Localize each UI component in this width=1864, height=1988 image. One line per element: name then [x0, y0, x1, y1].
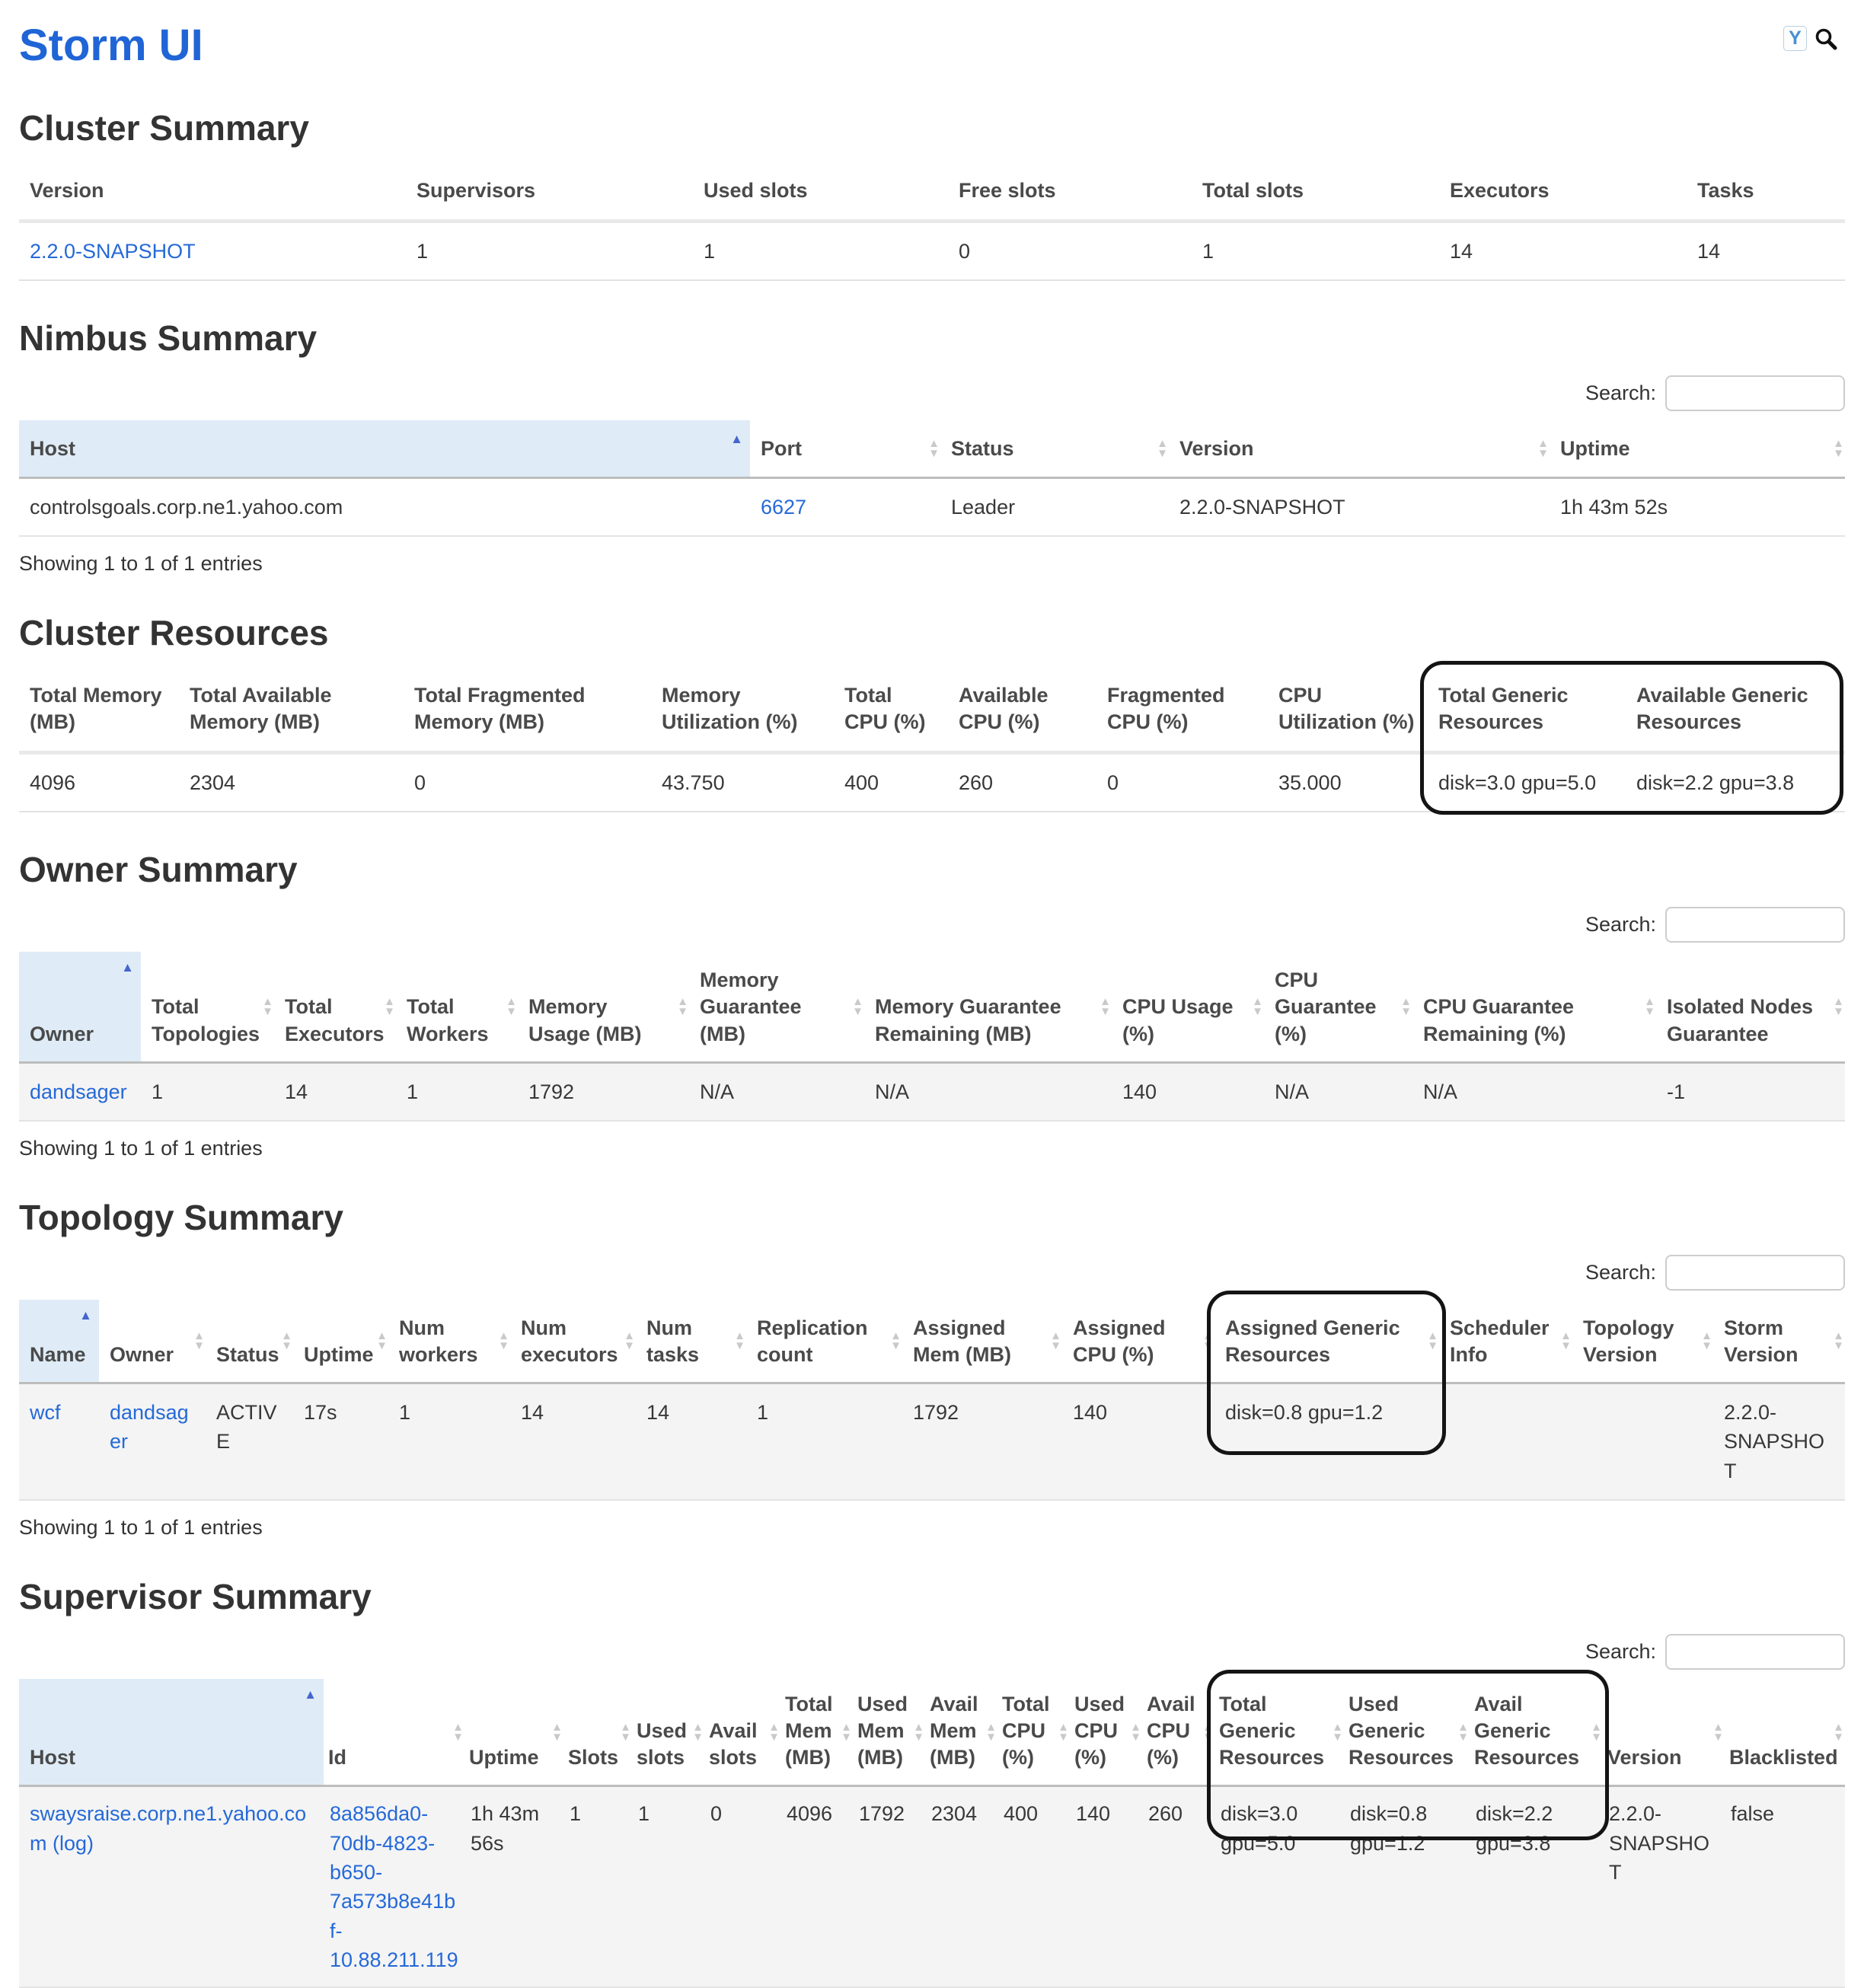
assigned-generic-resources-value: disk=0.8 gpu=1.2 — [1214, 1383, 1439, 1500]
available-cpu-value: 260 — [948, 753, 1096, 812]
col-uptime[interactable]: Uptime ▲ ▼ — [1550, 420, 1845, 477]
sort-icons: ▲ ▼ — [1833, 995, 1844, 1018]
version-value: 2.2.0-SNAPSHOT — [1603, 1786, 1725, 1987]
sort-icons: ▲ ▼ — [1833, 1720, 1844, 1744]
page-title[interactable]: Storm UI — [19, 21, 203, 70]
topology-search-bar — [19, 1255, 1845, 1291]
slots-value: 1 — [563, 1786, 632, 1987]
sort-icons: ▲ ▼ — [890, 1329, 902, 1353]
col-avail-cpu[interactable]: Avail CPU (%) ▲ ▼ — [1142, 1679, 1214, 1786]
col-blacklisted[interactable]: Blacklisted ▲ ▼ — [1725, 1679, 1845, 1786]
used-slots-value: 1 — [693, 222, 948, 281]
nimbus-entries-info: Showing 1 to 1 of 1 entries — [19, 551, 263, 575]
owner-summary-table — [19, 952, 1845, 1122]
cluster-summary-table — [19, 165, 1845, 281]
sort-icons: ▲ ▼ — [1332, 1720, 1343, 1744]
total-cpu-value: 400 — [834, 753, 948, 812]
col-cpu-guarantee-remaining[interactable]: CPU Guarantee Remaining (%) ▲ ▼ — [1412, 952, 1656, 1062]
sort-icons: ▲ ▼ — [506, 995, 517, 1018]
col-total-available-memory: Total Available Memory (MB) — [179, 670, 404, 753]
cluster-resources-heading: Cluster Resources — [19, 612, 329, 653]
avail-cpu-value: 260 — [1142, 1786, 1214, 1987]
sort-asc-icon: ▲ — [121, 960, 134, 975]
sort-icons: ▲ ▼ — [1644, 995, 1655, 1018]
supervisor-summary-table — [19, 1679, 1845, 1988]
topology-name-link[interactable]: wcf — [30, 1401, 61, 1425]
col-uptime[interactable]: Uptime ▲ ▼ — [464, 1679, 563, 1786]
sort-asc-icon: ▲ — [304, 1687, 317, 1702]
col-isolated-nodes-guarantee[interactable]: Isolated Nodes Guarantee ▲ ▼ — [1656, 952, 1845, 1062]
table-row — [19, 1383, 1845, 1500]
sort-icons: ▲ ▼ — [1058, 1720, 1069, 1744]
sort-icons: ▲ ▼ — [281, 1329, 292, 1353]
col-total-executors[interactable]: Total Executors ▲ ▼ — [274, 952, 396, 1062]
col-host[interactable]: Host ▲ — [19, 1679, 324, 1786]
status-value: ACTIVE — [206, 1383, 293, 1500]
total-fragmented-memory-value: 0 — [404, 753, 651, 812]
memory-guarantee-remaining-value: N/A — [864, 1062, 1112, 1121]
avail-generic-resources-value: disk=2.2 gpu=3.8 — [1470, 1786, 1603, 1987]
total-cpu-value: 400 — [997, 1786, 1070, 1987]
col-num-tasks[interactable]: Num tasks ▲ ▼ — [636, 1300, 746, 1383]
col-avail-mem[interactable]: Avail Mem (MB) ▲ ▼ — [925, 1679, 997, 1786]
used-mem-value: 1792 — [853, 1786, 925, 1987]
col-owner[interactable]: Owner ▲ — [19, 952, 141, 1062]
cpu-usage-value: 140 — [1112, 1062, 1264, 1121]
total-generic-resources-value: disk=3.0 gpu=5.0 — [1214, 1786, 1344, 1987]
sort-icons: ▲ ▼ — [1050, 1329, 1061, 1353]
col-topology-version[interactable]: Topology Version ▲ ▼ — [1572, 1300, 1713, 1383]
memory-usage-value: 1792 — [518, 1062, 689, 1121]
col-avail-slots[interactable]: Avail slots ▲ ▼ — [704, 1679, 780, 1786]
sort-asc-icon: ▲ — [79, 1307, 92, 1323]
col-used-slots: Used slots — [693, 165, 948, 222]
cpu-utilization-value: 35.000 — [1268, 753, 1428, 812]
search-label: Search: — [1585, 381, 1656, 405]
total-mem-value: 4096 — [780, 1786, 853, 1987]
executors-value: 14 — [1439, 222, 1687, 281]
topology-search-input[interactable] — [1665, 1255, 1845, 1291]
col-scheduler-info[interactable]: Scheduler Info ▲ ▼ — [1439, 1300, 1572, 1383]
sort-icons: ▲ ▼ — [452, 1720, 464, 1744]
owner-entries-info: Showing 1 to 1 of 1 entries — [19, 1136, 263, 1160]
cluster-summary-heading: Cluster Summary — [19, 108, 309, 148]
col-memory-guarantee[interactable]: Memory Guarantee (MB) ▲ ▼ — [689, 952, 864, 1062]
version-link[interactable]: 2.2.0-SNAPSHOT — [30, 240, 196, 263]
nimbus-search-bar — [19, 375, 1845, 411]
col-num-executors[interactable]: Num executors ▲ ▼ — [510, 1300, 636, 1383]
used-slots-value: 1 — [632, 1786, 704, 1987]
sort-icons: ▲ ▼ — [1560, 1329, 1572, 1353]
col-executors: Executors — [1439, 165, 1687, 222]
num-workers-value: 1 — [388, 1383, 510, 1500]
topology-summary-table — [19, 1300, 1845, 1501]
sort-icons: ▲ ▼ — [1427, 1329, 1438, 1353]
sort-icons: ▲ ▼ — [1591, 1720, 1602, 1744]
topology-summary-heading: Topology Summary — [19, 1197, 343, 1237]
sort-icons: ▲ ▼ — [1100, 995, 1111, 1018]
owner-link[interactable]: dandsager — [110, 1401, 189, 1454]
topology-version-value — [1572, 1383, 1713, 1500]
sort-icons: ▲ ▼ — [734, 1329, 745, 1353]
col-total-slots: Total slots — [1192, 165, 1439, 222]
search-icon[interactable] — [1814, 27, 1838, 51]
search-label: Search: — [1585, 1640, 1656, 1664]
used-cpu-value: 140 — [1070, 1786, 1142, 1987]
sort-icons: ▲ ▼ — [193, 1329, 205, 1353]
supervisors-value: 1 — [406, 222, 693, 281]
sort-icons: ▲ ▼ — [1157, 436, 1168, 460]
num-executors-value: 14 — [510, 1383, 636, 1500]
col-memory-utilization: Memory Utilization (%) — [651, 670, 834, 753]
col-version[interactable]: Version ▲ ▼ — [1169, 420, 1550, 477]
table-row — [19, 477, 1845, 536]
nimbus-search-input[interactable] — [1665, 375, 1845, 411]
col-total-cpu[interactable]: Total CPU (%) ▲ ▼ — [997, 1679, 1070, 1786]
cpu-guarantee-remaining-value: N/A — [1412, 1062, 1656, 1121]
sort-asc-icon: ▲ — [730, 432, 743, 447]
table-row — [19, 222, 1845, 281]
col-total-generic-resources: Total Generic Resources — [1428, 670, 1626, 753]
sort-icons: ▲ ▼ — [620, 1720, 631, 1744]
col-status[interactable]: Status ▲ ▼ — [206, 1300, 293, 1383]
sort-icons: ▲ ▼ — [1457, 1720, 1469, 1744]
sort-icons: ▲ ▼ — [376, 1329, 388, 1353]
used-generic-resources-value: disk=0.8 gpu=1.2 — [1344, 1786, 1470, 1987]
total-topologies-value: 1 — [141, 1062, 274, 1121]
total-memory-value: 4096 — [19, 753, 179, 812]
col-num-workers[interactable]: Num workers ▲ ▼ — [388, 1300, 510, 1383]
col-id[interactable]: Id ▲ ▼ — [324, 1679, 464, 1786]
available-generic-resources-value: disk=2.2 gpu=3.8 — [1626, 753, 1845, 812]
col-total-workers[interactable]: Total Workers ▲ ▼ — [396, 952, 518, 1062]
cluster-resources-table — [19, 670, 1845, 813]
replication-count-value: 1 — [746, 1383, 902, 1500]
table-row — [19, 753, 1845, 812]
sort-icons: ▲ ▼ — [498, 1329, 509, 1353]
memory-guarantee-value: N/A — [689, 1062, 864, 1121]
col-uptime[interactable]: Uptime ▲ ▼ — [293, 1300, 388, 1383]
avail-mem-value: 2304 — [925, 1786, 997, 1987]
col-total-mem[interactable]: Total Mem (MB) ▲ ▼ — [780, 1679, 853, 1786]
sort-icons: ▲ ▼ — [1252, 995, 1263, 1018]
col-storm-version[interactable]: Storm Version ▲ ▼ — [1713, 1300, 1845, 1383]
sort-icons: ▲ ▼ — [913, 1720, 924, 1744]
col-host[interactable]: Host ▲ — [19, 420, 750, 477]
col-status[interactable]: Status ▲ ▼ — [940, 420, 1169, 477]
col-replication-count[interactable]: Replication count ▲ ▼ — [746, 1300, 902, 1383]
cpu-guarantee-value: N/A — [1264, 1062, 1412, 1121]
sort-icons: ▲ ▼ — [1833, 436, 1844, 460]
bookmark-y-icon[interactable]: Y — [1783, 26, 1807, 51]
sort-icons: ▲ ▼ — [841, 1720, 852, 1744]
col-used-generic-resources[interactable]: Used Generic Resources ▲ ▼ — [1344, 1679, 1470, 1786]
tasks-value: 14 — [1687, 222, 1845, 281]
col-port[interactable]: Port ▲ ▼ — [750, 420, 940, 477]
col-version[interactable]: Version ▲ ▼ — [1603, 1679, 1725, 1786]
col-available-cpu: Available CPU (%) — [948, 670, 1096, 753]
sort-icons: ▲ ▼ — [1130, 1720, 1141, 1744]
sort-icons: ▲ ▼ — [1833, 1329, 1844, 1353]
supervisor-search-input[interactable] — [1665, 1634, 1845, 1670]
memory-utilization-value: 43.750 — [651, 753, 834, 812]
total-available-memory-value: 2304 — [179, 753, 404, 812]
sort-icons: ▲ ▼ — [384, 995, 395, 1018]
supervisor-host-link[interactable]: swaysraise.corp.ne1.yahoo.com — [30, 1802, 307, 1855]
col-total-fragmented-memory: Total Fragmented Memory (MB) — [404, 670, 651, 753]
owner-search-input[interactable] — [1665, 907, 1845, 943]
col-version: Version — [19, 165, 406, 222]
sort-icons: ▲ ▼ — [1400, 995, 1412, 1018]
blacklisted-value: false — [1725, 1786, 1845, 1987]
col-assigned-cpu[interactable]: Assigned CPU (%) ▲ ▼ — [1062, 1300, 1214, 1383]
status-value: Leader — [940, 477, 1169, 536]
col-avail-generic-resources[interactable]: Avail Generic Resources ▲ ▼ — [1470, 1679, 1603, 1786]
storm-version-value: 2.2.0-SNAPSHOT — [1713, 1383, 1845, 1500]
col-cpu-usage[interactable]: CPU Usage (%) ▲ ▼ — [1112, 952, 1264, 1062]
col-slots[interactable]: Slots ▲ ▼ — [563, 1679, 632, 1786]
sort-icons: ▲ ▼ — [985, 1720, 997, 1744]
owner-search-bar — [19, 907, 1845, 943]
col-name[interactable]: Name ▲ — [19, 1300, 99, 1383]
host-value: controlsgoals.corp.ne1.yahoo.com — [19, 477, 750, 536]
total-slots-value: 1 — [1192, 222, 1439, 281]
col-used-slots[interactable]: Used slots ▲ ▼ — [632, 1679, 704, 1786]
col-cpu-guarantee[interactable]: CPU Guarantee (%) ▲ ▼ — [1264, 952, 1412, 1062]
total-generic-resources-value: disk=3.0 gpu=5.0 — [1428, 753, 1626, 812]
sort-icons: ▲ ▼ — [1537, 436, 1549, 460]
sort-icons: ▲ ▼ — [1712, 1720, 1724, 1744]
uptime-value: 1h 43m 56s — [464, 1786, 563, 1987]
sort-icons: ▲ ▼ — [551, 1720, 563, 1744]
sort-icons: ▲ ▼ — [692, 1720, 704, 1744]
scheduler-info-value — [1439, 1383, 1572, 1500]
sort-icons: ▲ ▼ — [1202, 1329, 1214, 1353]
col-supervisors: Supervisors — [406, 165, 693, 222]
sort-icons: ▲ ▼ — [768, 1720, 780, 1744]
owner-link[interactable]: dandsager — [30, 1080, 127, 1103]
total-workers-value: 1 — [396, 1062, 518, 1121]
total-executors-value: 14 — [274, 1062, 396, 1121]
search-label: Search: — [1585, 1260, 1656, 1284]
sort-icons: ▲ ▼ — [677, 995, 688, 1018]
col-tasks: Tasks — [1687, 165, 1845, 222]
table-row — [19, 1062, 1845, 1121]
supervisor-search-bar — [19, 1634, 1845, 1670]
supervisor-log-link[interactable]: (log) — [53, 1831, 94, 1855]
col-memory-guarantee-remaining[interactable]: Memory Guarantee Remaining (MB) ▲ ▼ — [864, 952, 1112, 1062]
col-used-mem[interactable]: Used Mem (MB) ▲ ▼ — [853, 1679, 925, 1786]
assigned-mem-value: 1792 — [902, 1383, 1062, 1500]
col-memory-usage[interactable]: Memory Usage (MB) ▲ ▼ — [518, 952, 689, 1062]
num-tasks-value: 14 — [636, 1383, 746, 1500]
col-assigned-generic-resources[interactable]: Assigned Generic Resources ▲ ▼ — [1214, 1300, 1439, 1383]
uptime-value: 17s — [293, 1383, 388, 1500]
col-used-cpu[interactable]: Used CPU (%) ▲ ▼ — [1070, 1679, 1142, 1786]
version-value: 2.2.0-SNAPSHOT — [1169, 477, 1550, 536]
assigned-cpu-value: 140 — [1062, 1383, 1214, 1500]
isolated-nodes-guarantee-value: -1 — [1656, 1062, 1845, 1121]
col-assigned-mem[interactable]: Assigned Mem (MB) ▲ ▼ — [902, 1300, 1062, 1383]
col-total-cpu: Total CPU (%) — [834, 670, 948, 753]
sort-icons: ▲ ▼ — [262, 995, 273, 1018]
sort-icons: ▲ ▼ — [928, 436, 940, 460]
col-owner[interactable]: Owner ▲ ▼ — [99, 1300, 206, 1383]
free-slots-value: 0 — [948, 222, 1192, 281]
fragmented-cpu-value: 0 — [1096, 753, 1268, 812]
col-total-memory: Total Memory (MB) — [19, 670, 179, 753]
browser-overlay-icons — [1783, 26, 1838, 51]
supervisor-summary-heading: Supervisor Summary — [19, 1577, 372, 1617]
supervisor-id-link[interactable]: 8a856da0-70db-4823-b650-7a573b8e41bf-10.88.211.119 — [330, 1802, 458, 1972]
col-total-topologies[interactable]: Total Topologies ▲ ▼ — [141, 952, 274, 1062]
col-total-generic-resources[interactable]: Total Generic Resources ▲ ▼ — [1214, 1679, 1344, 1786]
avail-slots-value: 0 — [704, 1786, 780, 1987]
col-available-generic-resources: Available Generic Resources — [1626, 670, 1845, 753]
nimbus-summary-table — [19, 420, 1845, 536]
port-link[interactable]: 6627 — [761, 495, 807, 519]
sort-icons: ▲ ▼ — [1202, 1720, 1214, 1744]
search-label: Search: — [1585, 913, 1656, 937]
sort-icons: ▲ ▼ — [852, 995, 863, 1018]
col-free-slots: Free slots — [948, 165, 1192, 222]
topology-entries-info: Showing 1 to 1 of 1 entries — [19, 1516, 263, 1540]
uptime-value: 1h 43m 52s — [1550, 477, 1845, 536]
col-cpu-utilization: CPU Utilization (%) — [1268, 670, 1428, 753]
col-fragmented-cpu: Fragmented CPU (%) — [1096, 670, 1268, 753]
nimbus-summary-heading: Nimbus Summary — [19, 318, 318, 359]
owner-summary-heading: Owner Summary — [19, 850, 298, 890]
sort-icons: ▲ ▼ — [624, 1329, 635, 1353]
table-row — [19, 1786, 1845, 1987]
sort-icons: ▲ ▼ — [1701, 1329, 1712, 1353]
